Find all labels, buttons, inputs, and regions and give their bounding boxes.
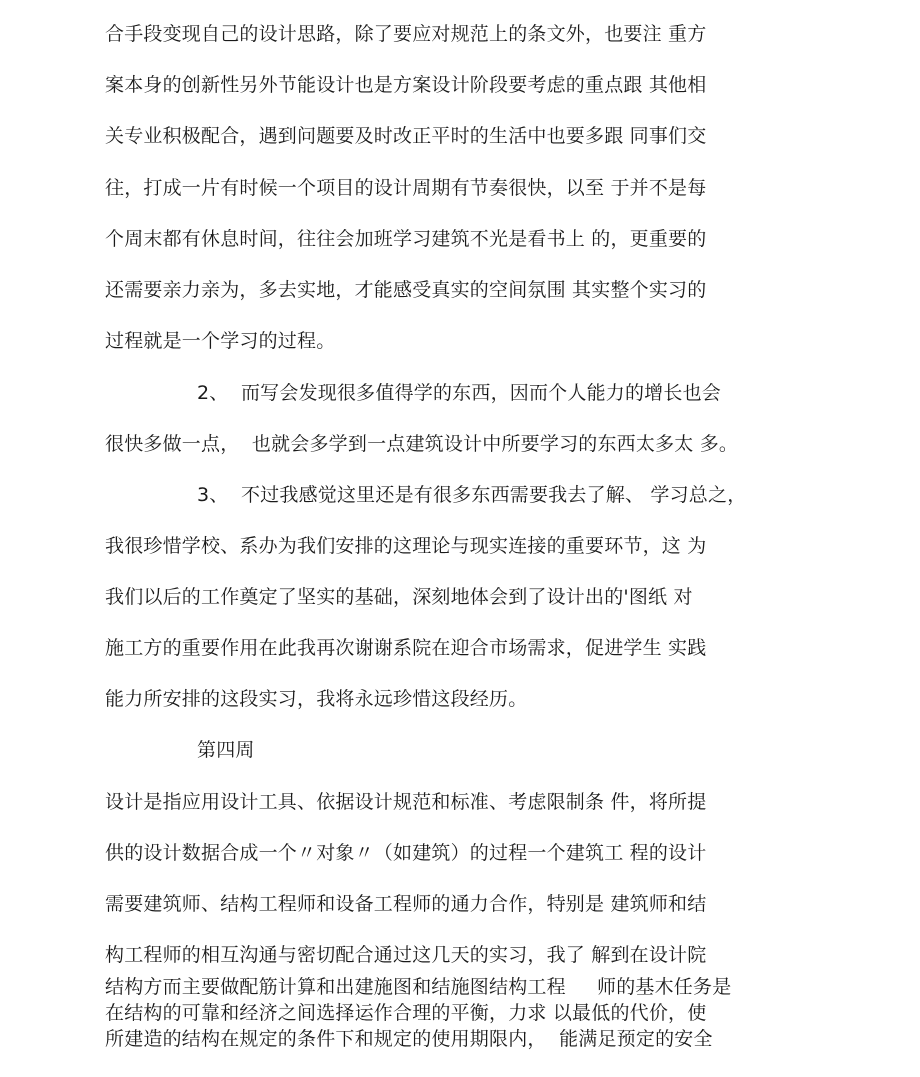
section-heading: 第四周 bbox=[197, 739, 255, 761]
text-line: 供的设计数据合成一个〃对象〃（如建筑）的过程一个建筑工 程的设计 bbox=[105, 842, 707, 864]
text-line: 结构方而主要做配筋计算和出建施图和结施图结构工程 师的基木任务是 bbox=[105, 976, 732, 998]
numbered-paragraph-2: 2、 而写会发现很多值得学的东西，因而个人能力的增长也会 bbox=[197, 382, 721, 404]
text-line: 关专业积极配合，遇到问题要及时改正平时的生活中也要多跟 同事们交 bbox=[105, 125, 707, 147]
text-line: 我们以后的工作奠定了坚实的基础，深刻地体会到了设计出的'图纸 对 bbox=[105, 586, 693, 608]
text-line: 我很珍惜学校、系办为我们安排的这理论与现实连接的重要环节，这 为 bbox=[105, 535, 707, 557]
text-line: 案本身的创新性另外节能设计也是方案设计阶段要考虑的重点跟 其他相 bbox=[105, 74, 707, 96]
numbered-paragraph-3: 3、 不过我感觉这里还是有很多东西需要我去了解、 学习总之， bbox=[197, 484, 747, 506]
text-line: 需要建筑师、结构工程师和设备工程师的通力合作，特别是 建筑师和结 bbox=[105, 893, 707, 915]
text-line: 所建造的结构在规定的条件下和规定的使用期限内， 能满足预定的安全 bbox=[105, 1028, 713, 1050]
text-line: 还需要亲力亲为，多去实地，才能感受真实的空间氛围 其实整个实习的 bbox=[105, 279, 707, 301]
text-line: 设计是指应用设计工具、依据设计规范和标准、考虑限制条 件，将所提 bbox=[105, 791, 707, 813]
text-line: 往，打成一片有时候一个项目的设计周期有节奏很快，以至 于并不是每 bbox=[105, 177, 707, 199]
text-line: 很快多做一点， 也就会多学到一点建筑设计中所要学习的东西太多太 多。 bbox=[105, 433, 739, 455]
text-line: 合手段变现自己的设计思路，除了要应对规范上的条文外，也要注 重方 bbox=[105, 23, 707, 45]
text-line: 在结构的可靠和经济之间选择运作合理的平衡，力求 以最低的代价，使 bbox=[105, 1002, 707, 1024]
text-line: 施工方的重要作用在此我再次谢谢系院在迎合市场需求，促进学生 实践 bbox=[105, 637, 707, 659]
text-line: 能力所安排的这段实习，我将永远珍惜这段经历。 bbox=[105, 688, 528, 710]
text-line: 过程就是一个学习的过程。 bbox=[105, 330, 336, 352]
text-line: 个周末都有休息时间，往往会加班学习建筑不光是看书上 的，更重要的 bbox=[105, 228, 707, 250]
text-line: 构工程师的相互沟通与密切配合通过这几天的实习，我了 解到在设计院 bbox=[105, 944, 707, 966]
